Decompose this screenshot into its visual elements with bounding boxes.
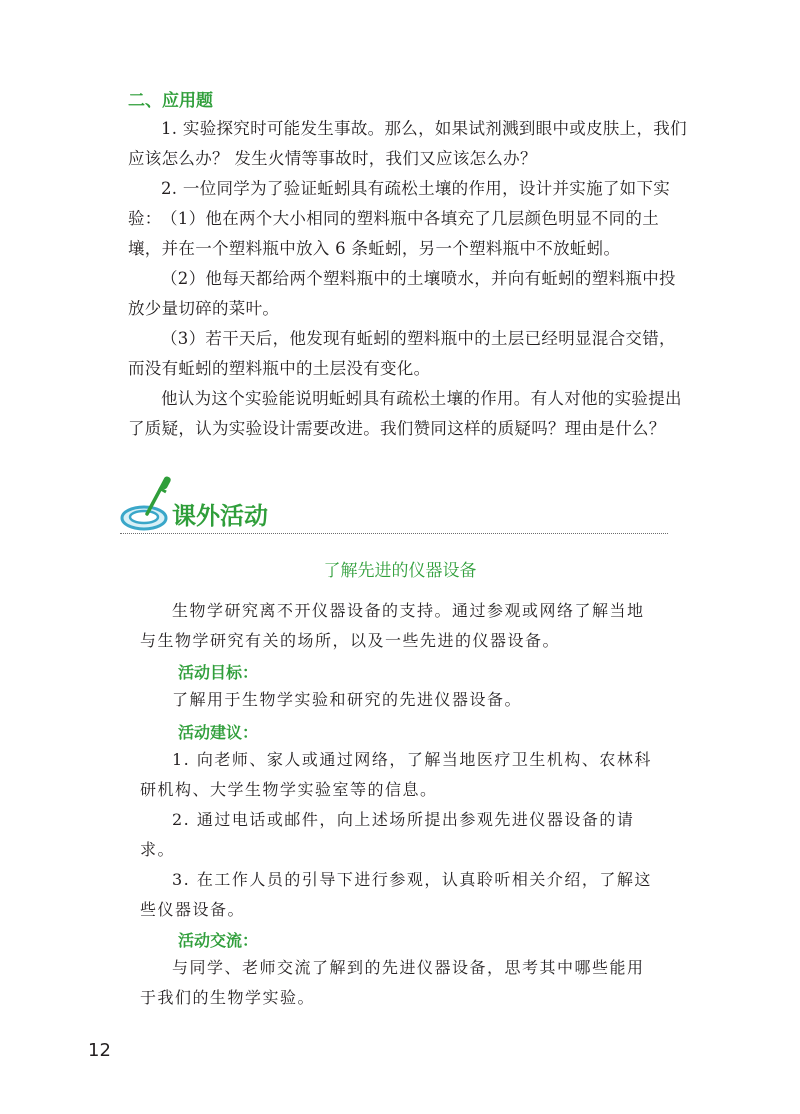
activity-title: 了解先进的仪器设备: [323, 561, 477, 581]
question-1: 1. 实验探究时可能发生事故。那么，如果试剂溅到眼中或皮肤上，我们应该怎么办？ 发生火情等事故时，我们又应该怎么办？: [128, 119, 687, 168]
question-2-step-2: （2）他每天都给两个塑料瓶中的土壤喷水，并向有蚯蚓的塑料瓶中投放少量切碎的菜叶。: [128, 269, 676, 318]
activity-goal-label: 活动目标：: [178, 663, 259, 682]
question-2-conclusion: 他认为这个实验能说明蚯蚓具有疏松土壤的作用。有人对他的实验提出了质疑，认为实验设计需要改进。我们赞同这样的质疑吗？理由是什么？: [128, 389, 682, 438]
page-number: 12: [88, 1040, 111, 1061]
activity-suggestion-label: 活动建议：: [178, 723, 259, 742]
activity-suggestion-3: 3. 在工作人员的引导下进行参观，认真聆听相关介绍，了解这些仪器设备。: [140, 870, 652, 919]
activity-goal-text: 了解用于生物学实验和研究的先进仪器设备。: [172, 690, 523, 709]
dropper-petri-dish-icon: [118, 474, 174, 534]
activity-suggestion-2: 2. 通过电话或邮件，向上述场所提出参观先进仪器设备的请求。: [140, 810, 635, 859]
activity-exchange-label: 活动交流：: [178, 931, 259, 950]
question-2-intro: 2. 一位同学为了验证蚯蚓具有疏松土壤的作用，设计并实施了如下实验：: [128, 179, 671, 228]
activity-intro: 生物学研究离不开仪器设备的支持。通过参观或网络了解当地与生物学研究有关的场所，以及一些先进的仪器设备。: [140, 601, 645, 650]
section-divider: [120, 533, 668, 534]
activity-suggestion-1: 1. 向老师、家人或通过网络，了解当地医疗卫生机构、农林科研机构、大学生物学实验室等的信息。: [140, 750, 652, 799]
section-title: 二、应用题: [128, 91, 213, 111]
question-2-step-3: （3）若干天后，他发现有蚯蚓的塑料瓶中的土层已经明显混合交错，而没有蚯蚓的塑料瓶中的土层没有变化。: [128, 329, 676, 378]
question-2-step-1: （1）他在两个大小相同的塑料瓶中各填充了几层颜色明显不同的土壤，并在一个塑料瓶中放入 6 条蚯蚓，另一个塑料瓶中不放蚯蚓。: [128, 209, 659, 258]
activity-exchange-text: 与同学、老师交流了解到的先进仪器设备，思考其中哪些能用于我们的生物学实验。: [140, 958, 645, 1007]
activity-header: [118, 470, 668, 540]
activity-header-title: 课外活动: [172, 502, 268, 530]
